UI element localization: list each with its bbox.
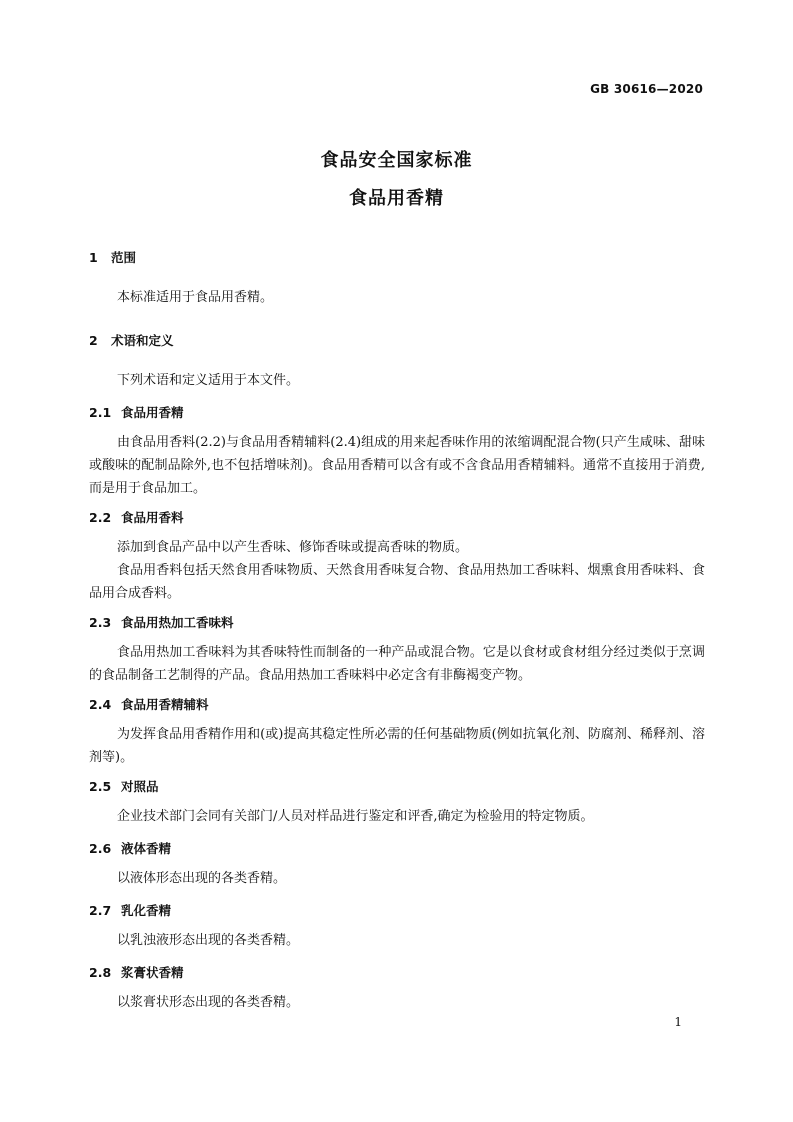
section-2-para-1: 下列术语和定义适用于本文件。 <box>117 373 300 388</box>
section-number: 2.5 <box>89 779 112 794</box>
section-number: 2.2 <box>89 510 112 525</box>
section-2-7-para-1: 以乳浊液形态出现的各类香精。 <box>117 933 300 948</box>
section-title: 乳化香精 <box>121 903 172 918</box>
section-title: 范围 <box>111 250 137 265</box>
section-title: 对照品 <box>121 779 159 794</box>
document-title: 食品安全国家标准 <box>320 150 473 171</box>
section-number: 2.3 <box>89 615 112 630</box>
section-2-2-para-2: 食品用香料包括天然食用香味物质、天然食用香味复合物、食品用热加工香味料、烟熏食用香味料、食品用合成香料。 <box>89 563 705 601</box>
section-2-6-para-1: 以液体形态出现的各类香精。 <box>117 871 287 886</box>
section-heading-2-1 <box>89 403 184 421</box>
page-number: 1 <box>674 1015 682 1029</box>
section-title: 食品用热加工香味料 <box>121 615 234 630</box>
section-heading-2 <box>89 331 174 349</box>
section-2-4-para-1: 为发挥食品用香精作用和(或)提高其稳定性所必需的任何基础物质(例如抗氧化剂、防腐剂、稀释剂、溶剂等)。 <box>89 727 705 765</box>
section-title: 食品用香料 <box>121 510 184 525</box>
section-title: 浆膏状香精 <box>121 965 184 980</box>
section-heading-1 <box>89 248 136 266</box>
section-2-2-para-1: 添加到食品产品中以产生香味、修饰香味或提高香味的物质。 <box>117 540 469 555</box>
section-number: 1 <box>89 250 98 265</box>
section-number: 2.6 <box>89 841 112 856</box>
section-heading-2-6 <box>89 839 171 857</box>
section-heading-2-8 <box>89 963 184 981</box>
document-subtitle: 食品用香精 <box>349 188 444 209</box>
section-title: 食品用香精辅料 <box>121 697 209 712</box>
section-number: 2.1 <box>89 405 112 420</box>
section-2-8-para-1: 以浆膏状形态出现的各类香精。 <box>117 995 300 1010</box>
section-number: 2 <box>89 333 98 348</box>
section-heading-2-3 <box>89 613 234 631</box>
section-heading-2-7 <box>89 901 171 919</box>
section-1-para-1: 本标准适用于食品用香精。 <box>117 290 274 305</box>
section-title: 液体香精 <box>121 841 172 856</box>
section-heading-2-5 <box>89 777 159 795</box>
section-title: 食品用香精 <box>121 405 184 420</box>
standard-code: GB 30616—2020 <box>590 82 703 96</box>
section-title: 术语和定义 <box>111 333 174 348</box>
section-2-3-para-1: 食品用热加工香味料为其香味特性而制备的一种产品或混合物。它是以食材或食材组分经过类似于烹调的食品制备工艺制得的产品。食品用热加工香味料中必定含有非酶褐变产物。 <box>89 645 705 683</box>
section-number: 2.8 <box>89 965 112 980</box>
section-heading-2-2 <box>89 508 184 526</box>
section-2-5-para-1: 企业技术部门会同有关部门/人员对样品进行鉴定和评香,确定为检验用的特定物质。 <box>117 809 594 824</box>
section-number: 2.7 <box>89 903 112 918</box>
section-2-1-para-1: 由食品用香料(2.2)与食品用香精辅料(2.4)组成的用来起香味作用的浓缩调配混合物(只产生咸味、甜味或酸味的配制品除外,也不包括增味剂)。食品用香精可以含有或不含食品用香精辅料。通常不直接用于消费,而是用于食品加工。 <box>89 435 705 496</box>
section-heading-2-4 <box>89 695 209 713</box>
section-number: 2.4 <box>89 697 112 712</box>
